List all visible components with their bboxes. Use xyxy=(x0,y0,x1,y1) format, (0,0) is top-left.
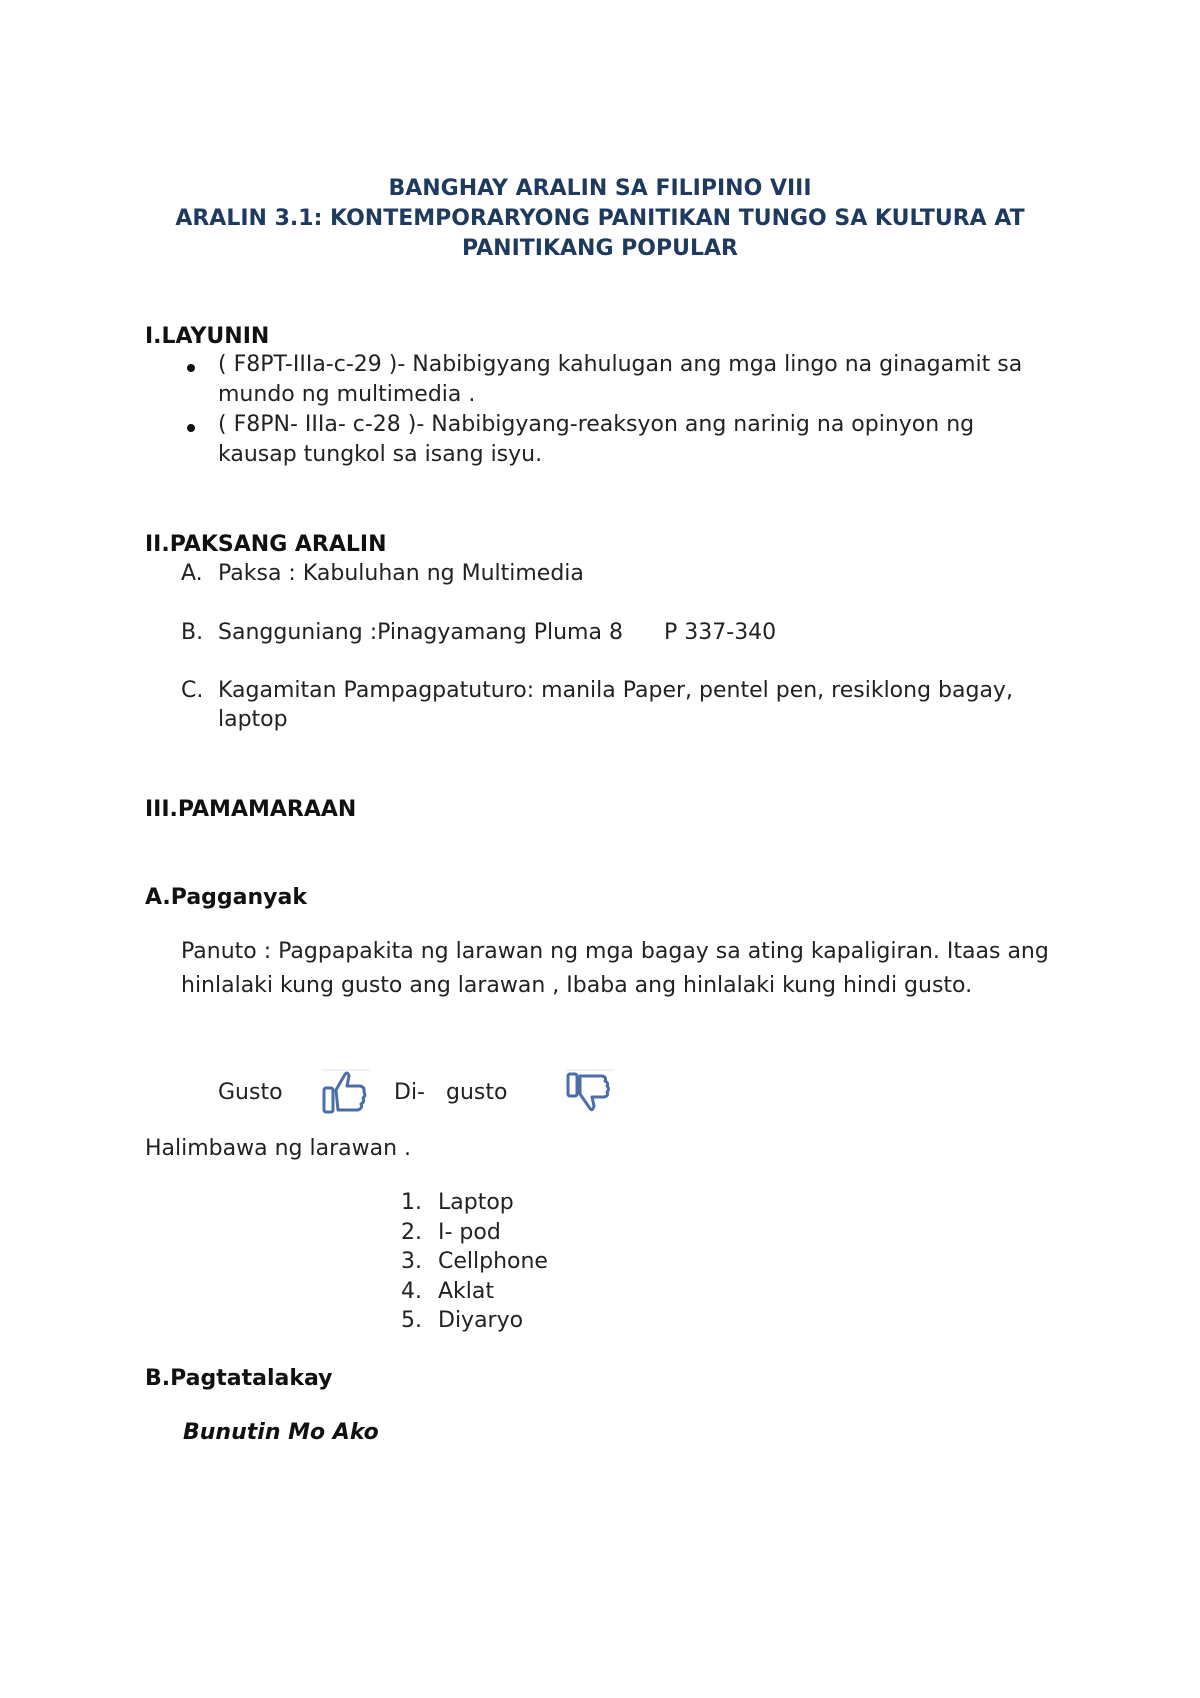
section-heading-pamamaraan: III.PAMAMARAAN xyxy=(145,797,357,822)
objective-2-line1: ( F8PN- IIIa- c-28 )- Nabibigyang-reaksyon ang narinig na opinyon ng xyxy=(218,412,975,437)
list-marker: A. xyxy=(181,561,203,586)
di-label: Di- xyxy=(394,1080,425,1105)
di-gusto-label: gusto xyxy=(446,1080,508,1105)
activity-title: Bunutin Mo Ako xyxy=(183,1420,379,1445)
objective-2-line2: kausap tungkol sa isang isyu. xyxy=(218,442,543,467)
panuto-line2: hinlalaki kung gusto ang larawan , Ibaba ang hinlalaki kung hindi gusto. xyxy=(181,973,973,998)
lesson-title: ARALIN 3.1: KONTEMPORARYONG PANITIKAN TUNGO SA KULTURA AT xyxy=(175,206,1025,231)
sanggunian-text: Sangguniang :Pinagyamang Pluma 8 xyxy=(218,620,623,645)
section-heading-paksang-aralin: II.PAKSANG ARALIN xyxy=(145,532,387,557)
list-number: 2. xyxy=(401,1220,422,1245)
sanggunian-pages: P 337-340 xyxy=(664,620,777,645)
list-item: Diyaryo xyxy=(438,1308,524,1333)
panuto-line1: Panuto : Pagpapakita ng larawan ng mga bagay sa ating kapaligiran. Itaas ang xyxy=(181,939,1049,964)
list-item: Aklat xyxy=(438,1279,495,1304)
objective-1-line1: ( F8PT-IIIa-c-29 )- Nabibigyang kahulugan ang mga lingo na ginagamit sa xyxy=(218,352,1023,377)
list-item: Laptop xyxy=(438,1190,514,1215)
kagamitan-line2: laptop xyxy=(218,707,288,732)
thumbs-down-icon xyxy=(564,1066,616,1116)
lesson-title-cont: PANITIKANG POPULAR xyxy=(462,236,738,261)
kagamitan-line1: Kagamitan Pampagpatuturo: manila Paper, pentel pen, resiklong bagay, xyxy=(218,678,1013,703)
thumbs-up-icon xyxy=(320,1066,372,1116)
bullet xyxy=(187,364,195,372)
gusto-label: Gusto xyxy=(218,1080,283,1105)
objective-1-line2: mundo ng multimedia . xyxy=(218,382,476,407)
list-marker: B. xyxy=(181,620,204,645)
list-marker: C. xyxy=(181,678,204,703)
paksa-text: Paksa : Kabuluhan ng Multimedia xyxy=(218,561,584,586)
halimbawa-text: Halimbawa ng larawan . xyxy=(145,1136,412,1161)
list-number: 4. xyxy=(401,1279,422,1304)
list-number: 1. xyxy=(401,1190,422,1215)
subsection-heading-pagganyak: A.Pagganyak xyxy=(145,885,307,910)
list-item: Cellphone xyxy=(438,1249,548,1274)
bullet xyxy=(187,424,195,432)
list-item: I- pod xyxy=(438,1220,501,1245)
section-heading-layunin: I.LAYUNIN xyxy=(145,324,270,349)
document-title: BANGHAY ARALIN SA FILIPINO VIII xyxy=(388,176,812,201)
subsection-heading-pagtatalakay: B.Pagtatalakay xyxy=(145,1366,333,1391)
list-number: 3. xyxy=(401,1249,422,1274)
list-number: 5. xyxy=(401,1308,422,1333)
